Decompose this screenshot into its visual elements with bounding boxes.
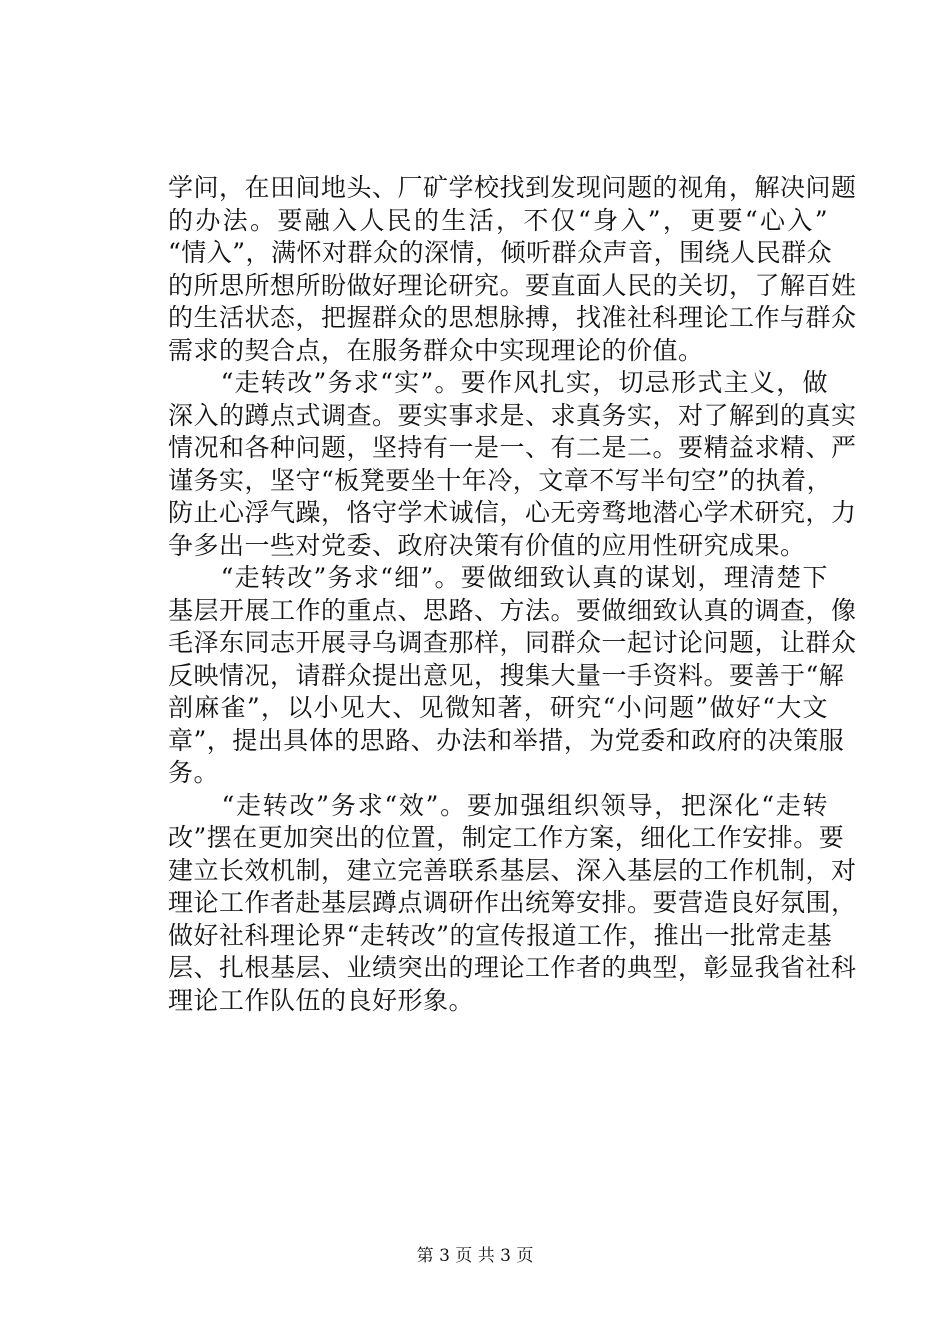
text-line: 的办法。要融入人民的生活，不仅“身入”，更要“心入”: [168, 205, 828, 235]
text-line: 情况和各种问题，坚持有一是一、有二是二。要精益求精、严: [168, 433, 857, 462]
text-line: 的生活状态，把握群众的思想脉搏，找准社科理论工作与群众: [168, 303, 857, 332]
text-line: 基层开展工作的重点、思路、方法。要做细致认真的调查，像: [168, 595, 857, 625]
text-line: 改”摆在更加突出的位置，制定工作方案，细化工作安排。要: [168, 823, 845, 852]
text-line: 层、扎根基层、业绩突出的理论工作者的典型，彰显我省社科: [168, 953, 857, 982]
text-line: 的所思所想所盼做好理论研究。要直面人民的关切，了解百姓: [168, 270, 857, 300]
text-line: 剖麻雀”，以小见大、见微知著，研究“小问题”做好“大文: [168, 693, 828, 722]
text-line: 建立长效机制，建立完善联系基层、深入基层的工作机制，对: [168, 855, 857, 885]
text-line: 章”，提出具体的思路、办法和举措，为党委和政府的决策服: [168, 725, 845, 755]
page-number-footer: 第 3 页 共 3 页: [416, 1246, 534, 1266]
text-line: 做好社科理论界“走转改”的宣传报道工作，推出一批常走基: [168, 920, 833, 950]
text-line: 争多出一些对党委、政府决策有价值的应用性研究成果。: [168, 530, 806, 560]
text-line: 理论工作者赴基层蹲点调研作出统筹安排。要营造良好氛围，: [168, 888, 857, 917]
document-body: [168, 172, 857, 1017]
text-line: “情入”，满怀对群众的深情，倾听群众声音，围绕人民群众: [168, 238, 833, 267]
paragraph-start-line: “走转改”务求“实”。要作风扎实，切忌形式主义，做: [168, 368, 828, 397]
text-line: 谨务实，坚守“板凳要坐十年冷，文章不写半句空”的执着，: [168, 465, 833, 495]
text-line: 反映情况，请群众提出意见，搜集大量一手资料。要善于“解: [168, 660, 845, 690]
paragraph-start-line: “走转改”务求“效”。要加强组织领导，把深化“走转: [168, 790, 828, 820]
text-line: 深入的蹲点式调查。要实事求是、求真务实，对了解到的真实: [168, 400, 857, 430]
text-line: 防止心浮气躁，恪守学术诚信，心无旁骛地潜心学术研究，力: [168, 498, 857, 527]
text-line: 学问，在田间地头、厂矿学校找到发现问题的视角，解决问题: [168, 173, 857, 202]
text-line: 务。: [168, 758, 220, 787]
text-line: 理论工作队伍的良好形象。: [168, 985, 475, 1015]
text-line: 需求的契合点，在服务群众中实现理论的价值。: [168, 335, 704, 365]
paragraph-start-line: “走转改”务求“细”。要做细致认真的谋划，理清楚下: [168, 563, 828, 592]
text-line: 毛泽东同志开展寻乌调查那样，同群众一起讨论问题，让群众: [168, 628, 857, 657]
